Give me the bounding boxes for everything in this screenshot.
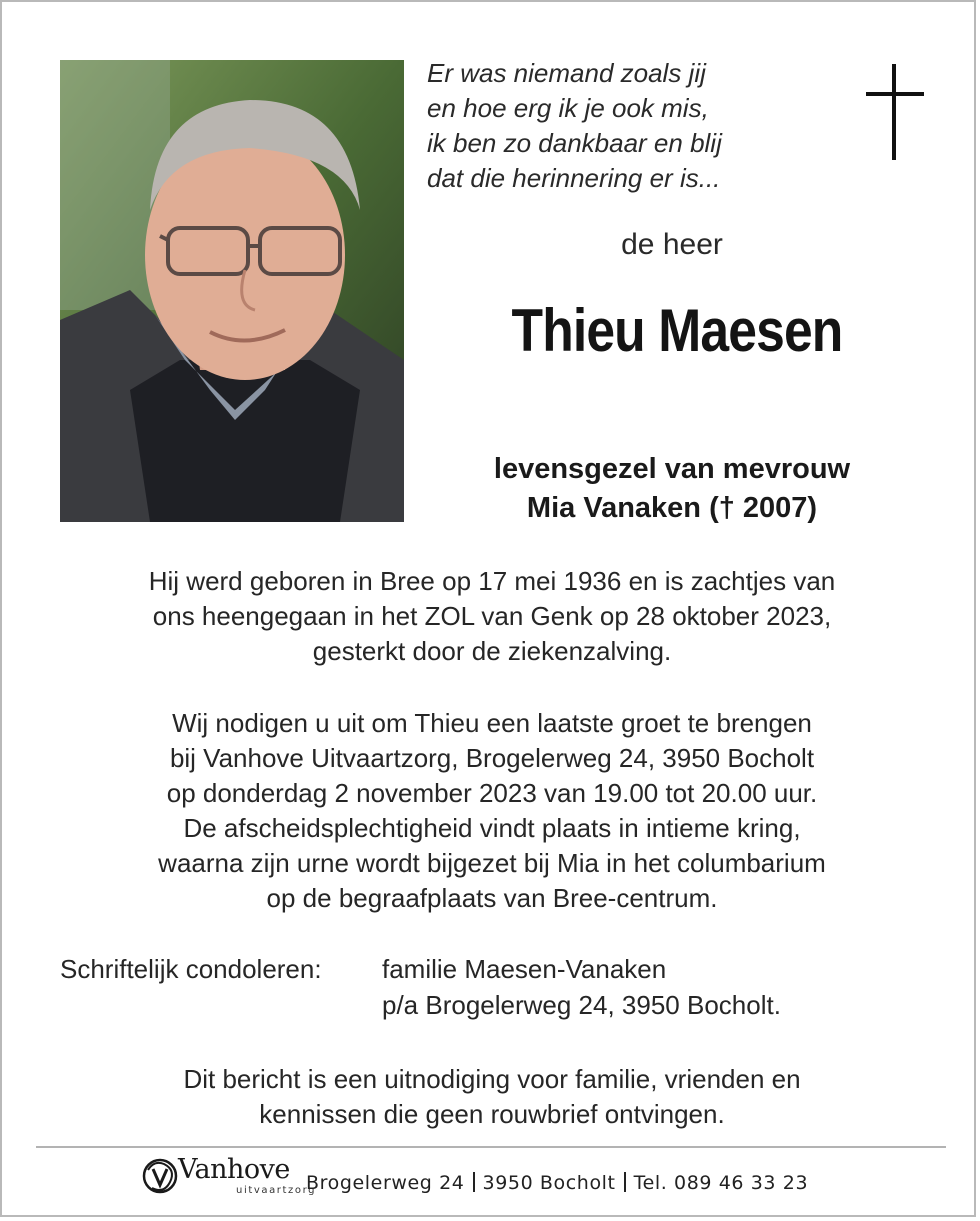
partner-line: levensgezel van mevrouw xyxy=(493,453,851,485)
invitation-line: Wij nodigen u uit om Thieu een laatste groet te brengen xyxy=(172,708,812,738)
portrait-photo xyxy=(60,60,404,522)
separator xyxy=(624,1172,626,1192)
footer-city: 3950 Bocholt xyxy=(482,1172,616,1194)
separator xyxy=(473,1172,475,1192)
announcement-line: Hij werd geboren in Bree op 17 mei 1936 en is zachtjes van xyxy=(148,566,836,596)
footer-contact xyxy=(306,1172,808,1194)
partner-line: Mia Vanaken († 2007) xyxy=(526,492,818,524)
invitation-paragraph xyxy=(32,706,952,916)
footer-address: Brogelerweg 24 xyxy=(306,1172,465,1194)
footer-divider xyxy=(36,1146,946,1148)
invitation-line: waarna zijn urne wordt bijgezet bij Mia in het columbarium xyxy=(158,848,826,878)
poem xyxy=(427,56,847,196)
poem-line: dat die herinnering er is... xyxy=(427,163,721,193)
invitation-line: op de begraafplaats van Bree-centrum. xyxy=(266,883,718,913)
condolence-address: p/a Brogelerweg 24, 3950 Bocholt. xyxy=(382,990,781,1020)
notice-paragraph xyxy=(32,1062,952,1132)
poem-line: en hoe erg ik je ook mis, xyxy=(427,93,709,123)
poem-line: Er was niemand zoals jij xyxy=(427,58,706,88)
funeral-home-logo xyxy=(140,1154,317,1198)
logo-name: Vanhove xyxy=(178,1154,290,1185)
invitation-line: De afscheidsplechtigheid vindt plaats in intieme kring, xyxy=(183,813,801,843)
notice-line: kennissen die geen rouwbrief ontvingen. xyxy=(259,1099,725,1129)
vanhove-logo-icon xyxy=(140,1156,180,1196)
cross-icon xyxy=(866,64,924,162)
condolence-family: familie Maesen-Vanaken xyxy=(382,954,667,984)
announcement-line: gesterkt door de ziekenzalving. xyxy=(312,636,672,666)
logo-subtitle: uitvaartzorg xyxy=(236,1185,317,1196)
poem-line: ik ben zo dankbaar en blij xyxy=(427,128,722,158)
footer-phone: Tel. 089 46 33 23 xyxy=(633,1172,809,1194)
condolence-label: Schriftelijk condoleren: xyxy=(60,954,322,984)
deceased-name: Thieu Maesen xyxy=(511,297,843,364)
announcement-line: ons heengegaan in het ZOL van Genk op 28 oktober 2023, xyxy=(152,601,832,631)
invitation-line: op donderdag 2 november 2023 van 19.00 tot 20.00 uur. xyxy=(166,778,818,808)
partner-info xyxy=(422,450,922,528)
salutation: de heer xyxy=(621,228,723,261)
announcement-paragraph xyxy=(32,564,952,669)
notice-line: Dit bericht is een uitnodiging voor familie, vrienden en xyxy=(183,1064,801,1094)
invitation-line: bij Vanhove Uitvaartzorg, Brogelerweg 24, 3950 Bocholt xyxy=(169,743,815,773)
portrait-illustration xyxy=(60,60,404,522)
